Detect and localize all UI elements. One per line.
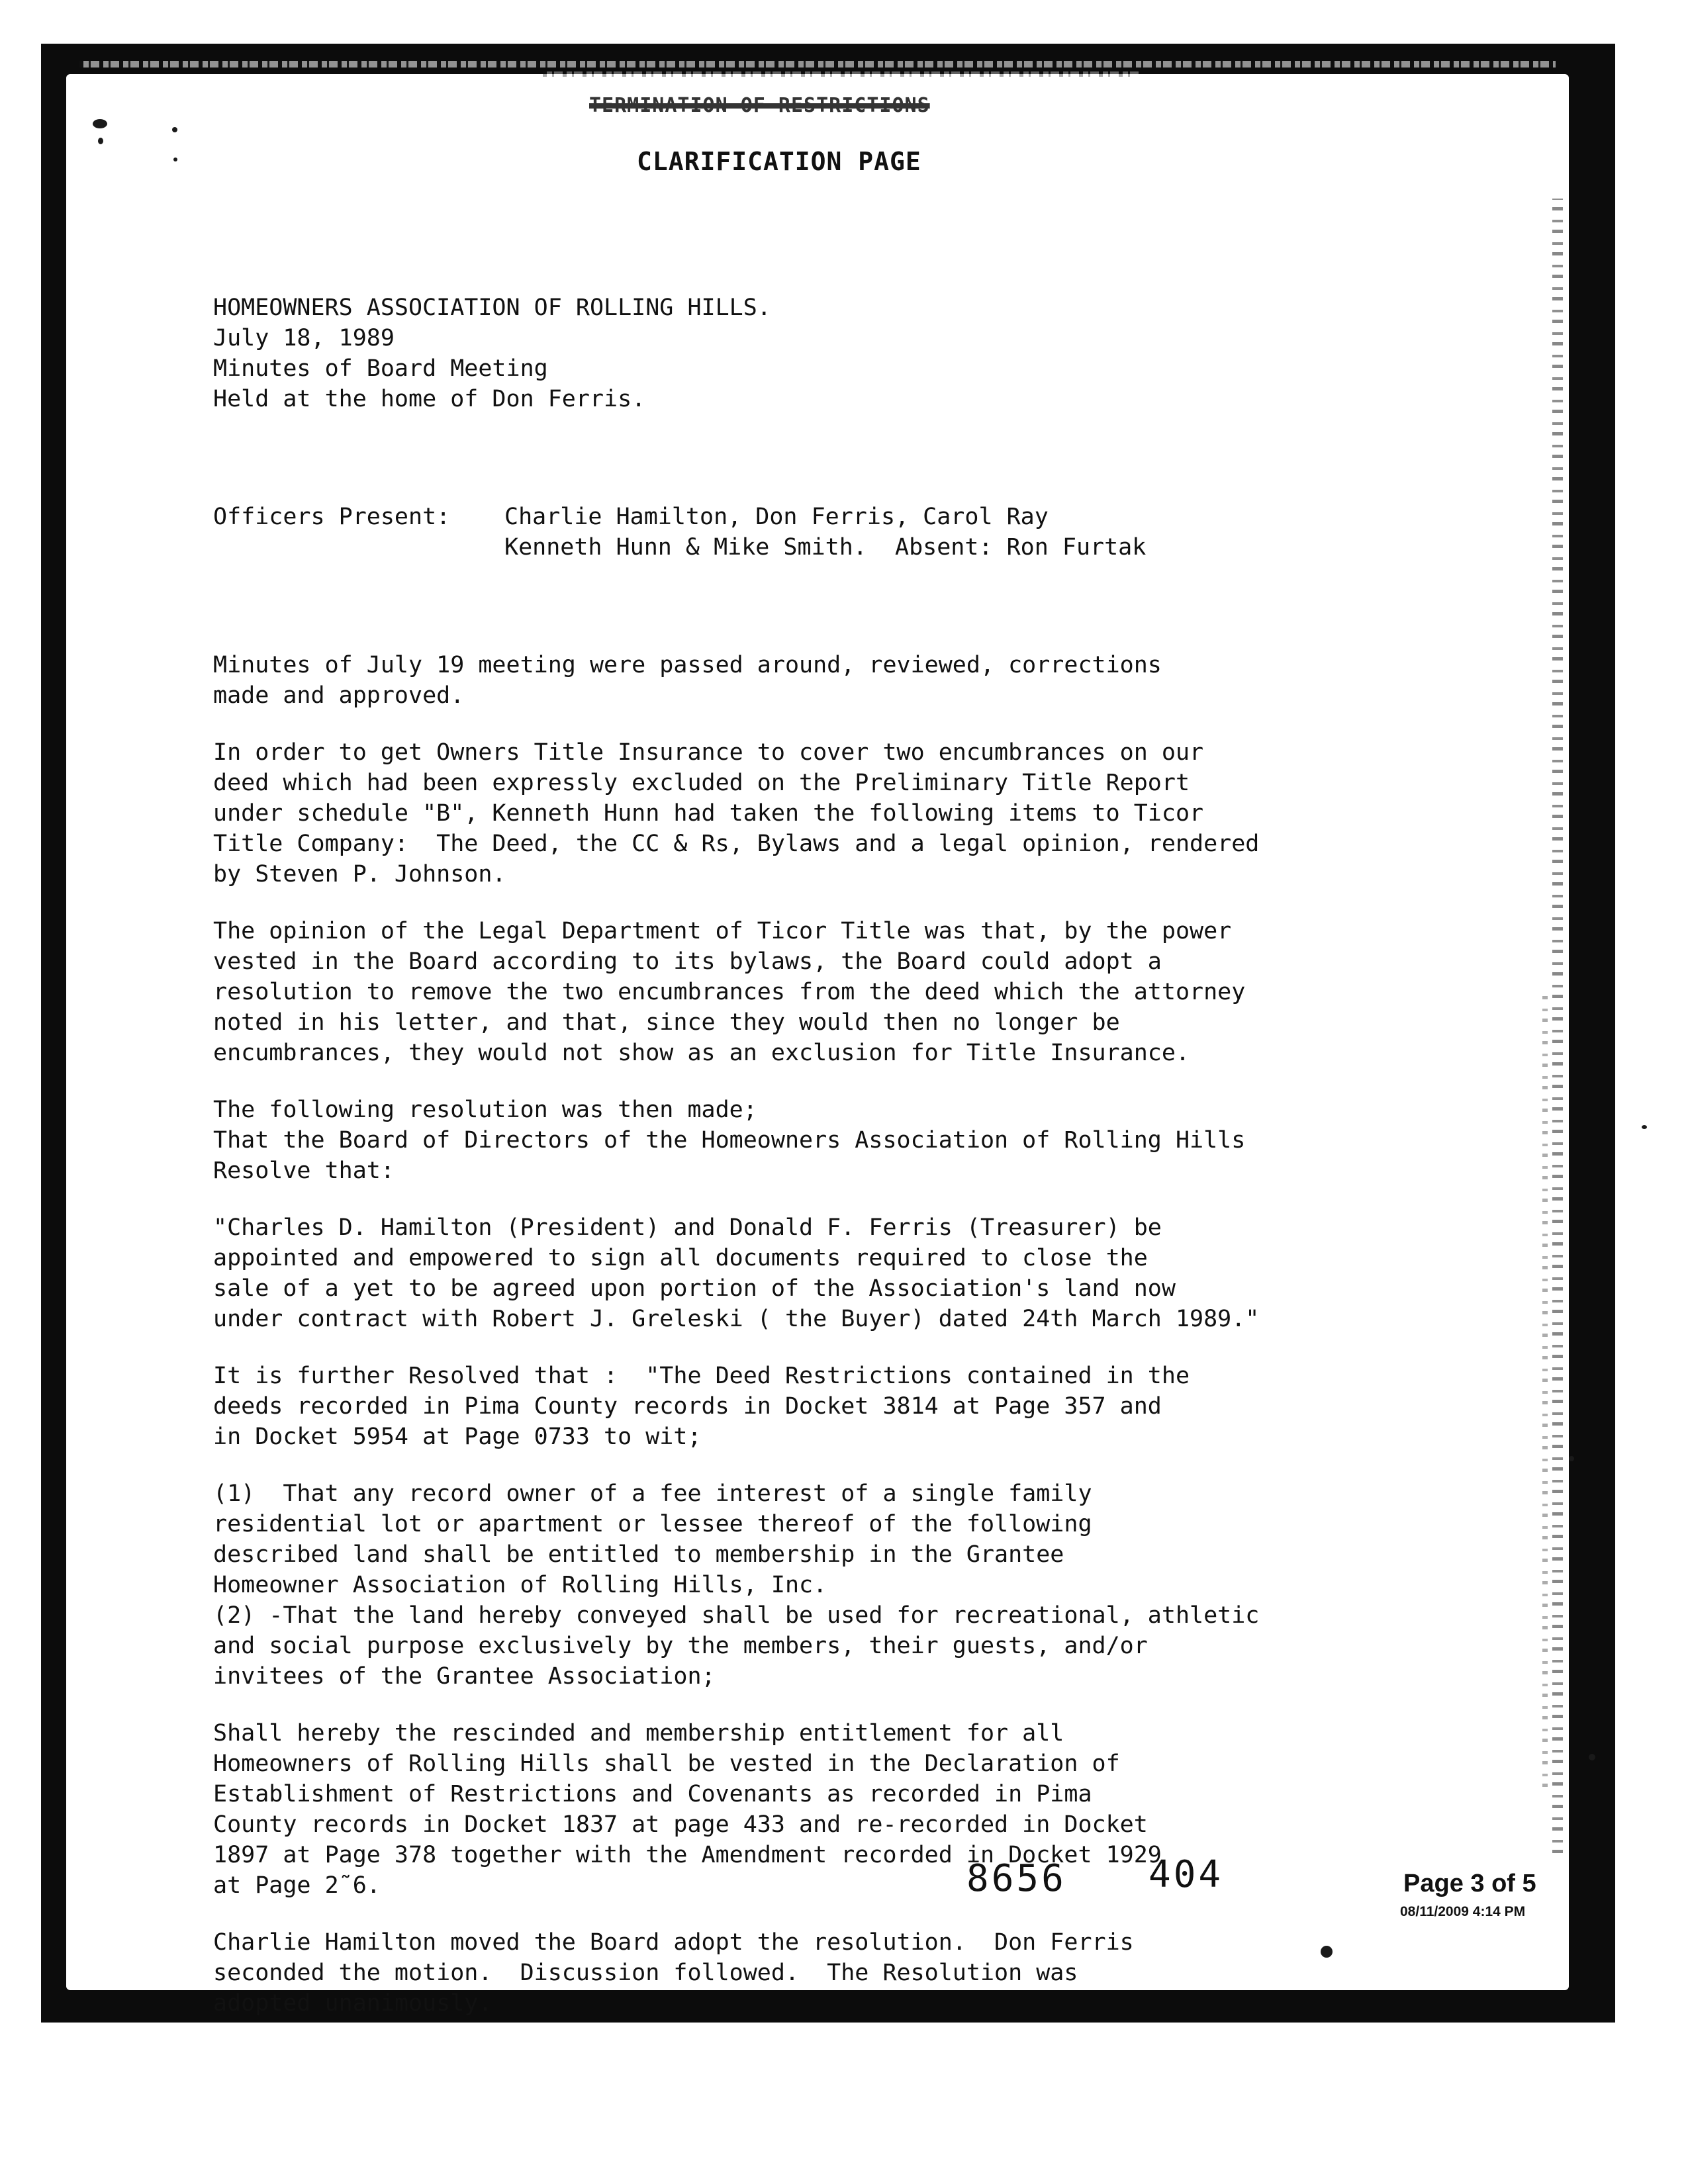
scan-speckle (173, 158, 177, 161)
paragraph-line: resolution to remove the two encumbrances from the deed which the attorney (213, 979, 1246, 1005)
header-line: July 18, 1989 (213, 325, 395, 351)
paragraph-line: invitees of the Grantee Association; (213, 1663, 716, 1690)
officers-label: Officers Present: (213, 504, 451, 530)
paragraph (213, 1095, 1418, 1186)
paragraph-line: Homeowner Association of Rolling Hills, Inc. (213, 1572, 827, 1598)
paragraph-line: sale of a yet to be agreed upon portion of the Association's land now (213, 1275, 1176, 1302)
paragraph-line: The opinion of the Legal Department of Ticor Title was that, by the power (213, 918, 1232, 944)
paragraph-line: County records in Docket 1837 at page 433 and re-recorded in Docket (213, 1811, 1148, 1838)
paragraph-line: Homeowners of Rolling Hills shall be vested in the Declaration of (213, 1751, 1120, 1777)
paragraph-line: encumbrances, they would not show as an exclusion for Title Insurance. (213, 1040, 1190, 1066)
scan-noise-right (1552, 199, 1563, 1853)
header-block (213, 293, 1418, 414)
paragraph-line: and social purpose exclusively by the members, their guests, and/or (213, 1633, 1148, 1659)
paragraph (213, 737, 1418, 889)
paragraph-line: at Page 2˜6. (213, 1872, 381, 1899)
paragraph (213, 1361, 1418, 1452)
paragraph-line: vested in the Board according to its bylaws, the Board could adopt a (213, 948, 1162, 975)
paragraph-line: noted in his letter, and that, since they would then no longer be (213, 1009, 1120, 1036)
paragraph-line: It is further Resolved that : "The Deed Restrictions contained in the (213, 1363, 1190, 1389)
paragraph-line: under contract with Robert J. Greleski ( the Buyer) dated 24th March 1989." (213, 1306, 1260, 1332)
scan-noise-right-2 (1542, 993, 1548, 1787)
paragraph-line: residential lot or apartment or lessee thereof of the following (213, 1511, 1092, 1537)
header-line: Held at the home of Don Ferris. (213, 386, 646, 412)
document-body (213, 232, 1418, 2075)
paragraph (213, 1212, 1418, 1334)
paragraph-line: in Docket 5954 at Page 0733 to wit; (213, 1424, 702, 1450)
paragraph-line: "Charles D. Hamilton (President) and Donald F. Ferris (Treasurer) be (213, 1214, 1162, 1241)
paragraph-line: by Steven P. Johnson. (213, 861, 506, 887)
paragraph-line: Minutes of July 19 meeting were passed around, reviewed, corrections (213, 652, 1162, 678)
paragraph-line: under schedule "B", Kenneth Hunn had taken the following items to Ticor (213, 800, 1204, 827)
scan-speckle (1589, 1754, 1595, 1760)
header-line: HOMEOWNERS ASSOCIATION OF ROLLING HILLS. (213, 295, 771, 321)
paragraph-line: deed which had been expressly excluded on the Preliminary Title Report (213, 770, 1190, 796)
paragraph-line: 1897 at Page 378 together with the Amendment recorded in Docket 1929 (213, 1842, 1162, 1868)
paragraph-line: Title Company: The Deed, the CC & Rs, Bylaws and a legal opinion, rendered (213, 831, 1260, 857)
paragraph-line: Shall hereby the rescinded and membership entitlement for all (213, 1720, 1064, 1747)
paragraph-line: appointed and empowered to sign all documents required to close the (213, 1245, 1148, 1271)
scan-speckle (93, 119, 107, 128)
scan-speckle (172, 127, 177, 132)
officers-line: Charlie Hamilton, Don Ferris, Carol Ray (504, 504, 1049, 530)
struck-heading: TERMINATION OF RESTRICTIONS (589, 94, 930, 117)
paragraph-line: deeds recorded in Pima County records in Docket 3814 at Page 357 and (213, 1393, 1162, 1420)
paragraph-line: (2) -That the land hereby conveyed shall be used for recreational, athletic (213, 1602, 1260, 1629)
paragraph-line: described land shall be entitled to membership in the Grantee (213, 1541, 1064, 1568)
paragraph-line: (1) That any record owner of a fee interest of a single family (213, 1480, 1092, 1507)
scan-noise-top-2 (543, 71, 1139, 77)
paragraph-line: Establishment of Restrictions and Covenants as recorded in Pima (213, 1781, 1092, 1807)
docket-page: 404 (1149, 1853, 1224, 1896)
paragraph-line: made and approved. (213, 682, 465, 709)
paragraph (213, 916, 1418, 1068)
paragraph (213, 1927, 1418, 2019)
header-line: Minutes of Board Meeting (213, 355, 548, 382)
paragraph-line: The following resolution was then made; (213, 1097, 757, 1123)
paragraph (213, 1479, 1418, 1692)
paragraph (213, 650, 1418, 711)
paragraph-line: That the Board of Directors of the Homeowners Association of Rolling Hills (213, 1127, 1246, 1154)
paragraph-line: In order to get Owners Title Insurance to cover two encumbrances on our (213, 739, 1204, 766)
paragraph-line: seconded the motion. Discussion followed. The Resolution was (213, 1960, 1078, 1986)
paragraph (213, 1718, 1418, 1901)
paragraph-line: adopted unanimously. (213, 1990, 492, 2017)
scan-speckle (1642, 1125, 1647, 1129)
paragraphs (213, 650, 1418, 2019)
page-title: CLARIFICATION PAGE (637, 147, 921, 176)
officers-line: Kenneth Hunn & Mike Smith. Absent: Ron Furtak (504, 534, 1147, 561)
scan-speckle (1569, 1456, 1574, 1461)
paragraph-line: Resolve that: (213, 1158, 395, 1184)
officers-present (213, 502, 1418, 563)
officers-names (504, 502, 1146, 563)
scan-noise-top (79, 61, 1556, 68)
docket-number: 8656 (966, 1857, 1066, 1900)
page-indicator: Page 3 of 5 (1403, 1870, 1536, 1897)
scan-speckle (98, 138, 103, 144)
paragraph-line: Charlie Hamilton moved the Board adopt the resolution. Don Ferris (213, 1929, 1134, 1956)
print-timestamp: 08/11/2009 4:14 PM (1400, 1904, 1526, 1919)
